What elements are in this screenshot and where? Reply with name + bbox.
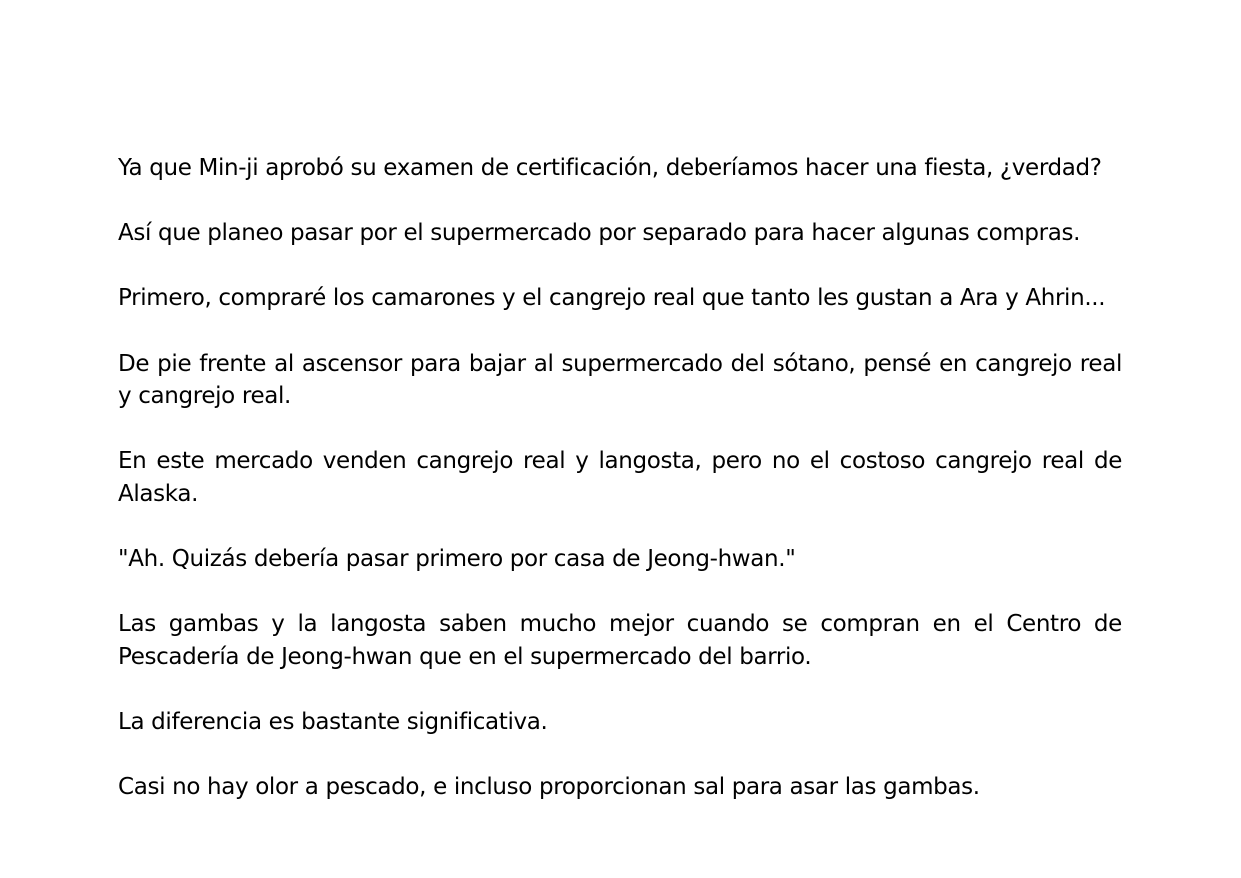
paragraph-7: Las gambas y la langosta saben mucho mejor cuando se compran en el Centro de Pescadería de Jeong-hwan que en el supermercado del barrio.: [118, 611, 1122, 670]
paragraph-3: Primero, compraré los camarones y el cangrejo real que tanto les gustan a Ara y Ahrin...: [118, 285, 1106, 312]
paragraph-4: De pie frente al ascensor para bajar al supermercado del sótano, pensé en cangrejo real y cangrejo real.: [118, 350, 1122, 410]
paragraph-2: Así que planeo pasar por el supermercado por separado para hacer algunas compras.: [118, 220, 1081, 247]
paragraph-6: "Ah. Quizás debería pasar primero por casa de Jeong-hwan.": [118, 546, 796, 573]
document-body: [118, 152, 1122, 804]
paragraph-1: Ya que Min-ji aprobó su examen de certificación, deberíamos hacer una fiesta, ¿verdad?: [118, 155, 1102, 181]
paragraph-8: La diferencia es bastante significativa.: [118, 709, 548, 736]
paragraph-9: Casi no hay olor a pescado, e incluso proporcionan sal para asar las gambas.: [118, 774, 980, 801]
paragraph-5: En este mercado venden cangrejo real y langosta, pero no el costoso cangrejo real de Alaska.: [118, 448, 1122, 507]
